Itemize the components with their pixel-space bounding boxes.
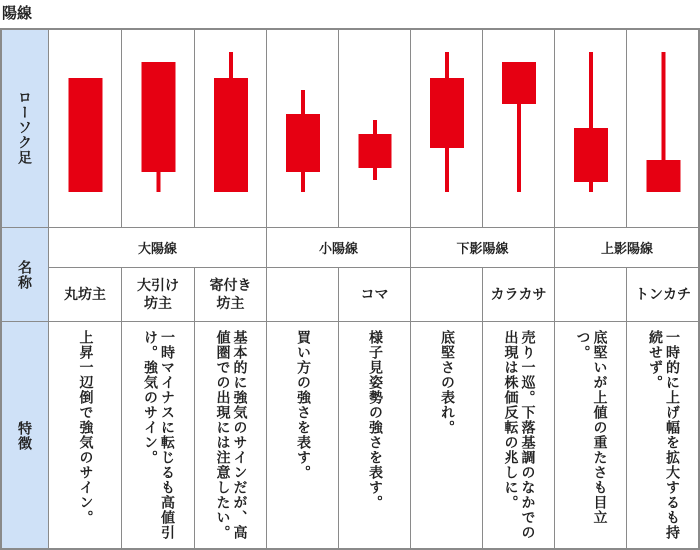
candle-body [502, 62, 536, 104]
feature-text: 買い方の強さを表す。 [295, 330, 311, 480]
row-label-candle-text: ローソク足 [16, 90, 32, 165]
candle-body [574, 128, 608, 182]
candle-name-text: 大引け 坊主 [137, 277, 179, 312]
candlestick-table [0, 28, 700, 550]
candle-name-text: 寄付き 坊主 [209, 277, 252, 312]
feature-text: 上昇一辺倒で強気のサイン。 [77, 330, 94, 525]
candle-name-text: コマ [360, 286, 389, 303]
candles-graphic [0, 28, 700, 550]
candle-name-text: カラカサ [490, 286, 547, 303]
candle-body [69, 78, 103, 192]
feature-text: 様子見姿勢の強さを表す。 [367, 330, 383, 510]
candle-body [142, 62, 176, 172]
feature-text: 一時マイナスに転じるも高値引け。強気のサイン。 [142, 330, 175, 540]
group-lower-shadow-label: 下影陽線 [456, 242, 509, 257]
feature-text: 底堅さの表れ。 [439, 330, 455, 435]
candle-name-text: トンカチ [635, 286, 691, 303]
candle-body [647, 160, 681, 192]
group-small-label: 小陽線 [318, 242, 358, 257]
group-large-label: 大陽線 [137, 242, 177, 257]
feature-text: 底堅いが上値の重たさも目立つ。 [574, 330, 608, 525]
group-upper-shadow-label: 上影陽線 [600, 242, 653, 257]
candle-body [286, 114, 320, 172]
candle-name-text: 丸坊主 [64, 286, 106, 303]
candle-body [214, 78, 248, 192]
feature-text: 基本的に強気のサインだが、高値圏での出現には注意したい。 [214, 330, 248, 540]
candle-body [430, 78, 464, 148]
row-label-name-text: 名称 [16, 259, 32, 290]
feature-text: 一時的に上げ幅を拡大するも持続せず。 [647, 330, 680, 540]
page-title: 陽線 [2, 4, 33, 22]
row-label-feature-text: 特徴 [16, 420, 32, 451]
candle-body [359, 134, 392, 168]
feature-text: 売り一巡。下落基調のなかでの出現は株価反転の兆しに。 [502, 330, 536, 540]
